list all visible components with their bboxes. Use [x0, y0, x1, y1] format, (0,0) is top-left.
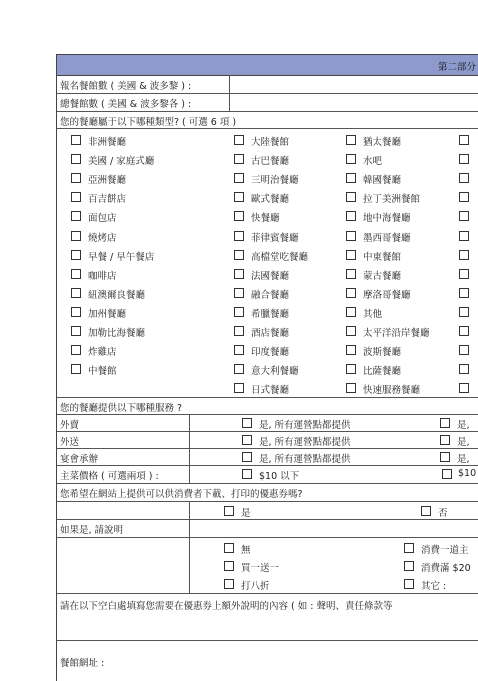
cuisine-checkbox[interactable] — [234, 211, 244, 221]
cuisine-option-label: 法國餐廳 — [251, 270, 290, 282]
price-10-label: $10 — [458, 468, 477, 479]
cuisine-option-label: 亞洲餐廳 — [88, 175, 127, 187]
cuisine-checkbox[interactable] — [71, 269, 81, 279]
coupon-none-checkbox[interactable] — [224, 543, 234, 553]
cuisine-checkbox[interactable] — [346, 269, 356, 279]
cuisine-checkbox[interactable] — [234, 250, 244, 260]
cuisine-checkbox[interactable] — [71, 192, 81, 202]
price-row — [57, 466, 478, 484]
total-count-row — [57, 94, 478, 112]
cuisine-option-label: 古巴餐廳 — [251, 156, 290, 168]
cuisine-option-label: 燒烤店 — [88, 232, 117, 244]
cuisine-option-label: 中東餐館 — [363, 251, 402, 263]
coupon-spend-checkbox[interactable] — [404, 561, 414, 571]
cuisine-option-label: 快速服務餐廳 — [363, 385, 421, 397]
website-block — [57, 641, 478, 681]
cuisine-checkbox[interactable] — [71, 231, 81, 241]
cuisine-option-label: 地中海餐廳 — [363, 213, 411, 225]
cuisine-checkbox[interactable] — [459, 250, 469, 260]
cuisine-option-label: 蒙古餐廳 — [363, 270, 402, 282]
cuisine-option-label: 炸雞店 — [88, 347, 117, 359]
services-question-row — [57, 398, 478, 415]
cuisine-checkbox[interactable] — [459, 307, 469, 317]
cuisine-checkbox[interactable] — [459, 326, 469, 336]
takeout-all-label: 是, 所有運營點都提供 — [259, 420, 351, 431]
price-under10-label: $10 以下 — [259, 471, 300, 482]
cuisine-option-label: 中餐館 — [88, 366, 117, 378]
coupon-explain-label: 如果是, 請說明 — [60, 525, 124, 536]
cuisine-checkbox[interactable] — [234, 364, 244, 374]
coupon-other-label: 其它 : — [421, 581, 447, 592]
cuisine-checkbox[interactable] — [71, 326, 81, 336]
cuisine-checkbox[interactable] — [234, 307, 244, 317]
cuisine-checkbox[interactable] — [459, 154, 469, 164]
cuisine-question: 您的餐廳屬于以下哪種類型? ( 可選 6 項 ) — [60, 117, 237, 128]
cuisine-checkbox[interactable] — [234, 269, 244, 279]
coupon-yes-checkbox[interactable] — [224, 506, 234, 516]
cuisine-checkbox[interactable] — [346, 135, 356, 145]
cuisine-checkbox[interactable] — [71, 250, 81, 260]
cuisine-checkbox[interactable] — [234, 231, 244, 241]
cuisine-option-label: 三明治餐廳 — [251, 175, 299, 187]
cuisine-checkbox[interactable] — [71, 307, 81, 317]
delivery-some-checkbox[interactable] — [440, 435, 450, 445]
takeout-all-checkbox[interactable] — [242, 418, 252, 428]
cuisine-checkbox[interactable] — [459, 192, 469, 202]
cuisine-checkbox[interactable] — [346, 173, 356, 183]
cuisine-checkbox[interactable] — [71, 173, 81, 183]
cuisine-option-label: 拉丁美洲餐館 — [363, 194, 421, 206]
coupon-spend-label: 消費滿 $20 — [421, 563, 471, 574]
total-count-label: 總餐館數 ( 美國 & 波多黎各 ) : — [60, 99, 192, 110]
restaurant-count-field[interactable] — [230, 76, 478, 93]
cuisine-option-label: 日式餐廳 — [251, 385, 290, 397]
price-under10-checkbox[interactable] — [242, 469, 252, 479]
service-label: 外賣 — [60, 420, 80, 431]
cuisine-checkbox[interactable] — [459, 269, 469, 279]
service-row-catering — [57, 449, 478, 466]
cuisine-option-label: 融合餐廳 — [251, 289, 290, 301]
cuisine-checkbox[interactable] — [71, 288, 81, 298]
cuisine-option-label: 意大利餐廳 — [251, 366, 299, 378]
cuisine-option-label: 希臘餐廳 — [251, 308, 290, 320]
divider — [189, 466, 190, 483]
cuisine-checkbox[interactable] — [71, 345, 81, 355]
delivery-all-label: 是, 所有運營點都提供 — [259, 437, 351, 448]
coupon-no-label: 否 — [438, 508, 448, 519]
cuisine-option-label: 非洲餐廳 — [88, 137, 127, 148]
registration-form — [56, 54, 478, 681]
cuisine-checkbox[interactable] — [459, 383, 469, 393]
cuisine-checkbox[interactable] — [346, 288, 356, 298]
cuisine-checkbox[interactable] — [459, 231, 469, 241]
cuisine-checkbox[interactable] — [459, 364, 469, 374]
coupon-20off-label: 打八折 — [241, 581, 270, 592]
coupon-question: 您希望在網站上提供可以供消費者下載、打印的優惠券嗎? — [60, 489, 303, 500]
cuisine-option-label: 咖啡店 — [88, 270, 117, 282]
cuisine-checkbox[interactable] — [234, 383, 244, 393]
cuisine-checkbox[interactable] — [234, 345, 244, 355]
cuisine-checkbox[interactable] — [71, 364, 81, 374]
restaurant-count-label: 報名餐館數 ( 美國 & 波多黎 ) : — [60, 81, 192, 92]
cuisine-option-label: 加勒比海餐廳 — [88, 328, 146, 339]
cuisine-checkbox[interactable] — [234, 154, 244, 164]
cuisine-option-label: 韓國餐廳 — [363, 175, 402, 187]
divider — [189, 432, 190, 448]
cuisine-option-label: 太平洋沿岸餐廳 — [363, 328, 430, 339]
cuisine-option-label: 水吧 — [363, 156, 383, 168]
cuisine-checkbox[interactable] — [346, 231, 356, 241]
cuisine-checkbox[interactable] — [71, 154, 81, 164]
cuisine-checkbox[interactable] — [459, 211, 469, 221]
cuisine-checkbox[interactable] — [346, 192, 356, 202]
coupon-none-label: 無 — [241, 545, 251, 556]
cuisine-checkbox[interactable] — [346, 345, 356, 355]
catering-some-checkbox[interactable] — [440, 452, 450, 462]
cuisine-option-label: 早餐 / 早午餐店 — [88, 251, 155, 263]
total-count-field[interactable] — [230, 94, 478, 111]
cuisine-checkbox[interactable] — [459, 173, 469, 183]
divider — [189, 415, 190, 431]
takeout-some-label: 是, — [457, 420, 470, 431]
cuisine-question-row — [57, 112, 478, 129]
cuisine-checkbox[interactable] — [346, 364, 356, 374]
cuisine-checkbox[interactable] — [346, 211, 356, 221]
catering-all-label: 是, 所有運營點都提供 — [259, 454, 351, 465]
cuisine-checkbox[interactable] — [71, 211, 81, 221]
coupon-main-checkbox[interactable] — [404, 543, 414, 553]
catering-some-label: 是, — [457, 454, 470, 465]
coupon-bogo-checkbox[interactable] — [224, 561, 234, 571]
section-title: 第二部分 — [438, 62, 477, 73]
cuisine-checkbox[interactable] — [459, 135, 469, 145]
takeout-some-checkbox[interactable] — [440, 418, 450, 428]
coupon-question-row — [57, 484, 478, 502]
website-field[interactable] — [117, 649, 478, 671]
cuisine-option-label: 加州餐廳 — [88, 308, 127, 320]
service-row-takeout — [57, 415, 478, 432]
cuisine-option-label: 波斯餐廳 — [363, 347, 402, 359]
coupon-no-checkbox[interactable] — [421, 506, 431, 516]
section-header — [57, 55, 478, 76]
restaurant-count-row — [57, 76, 478, 94]
service-label: 外送 — [60, 437, 80, 448]
cuisine-option-label: 百吉餅店 — [88, 194, 127, 206]
delivery-some-label: 是, — [457, 437, 470, 448]
coupon-main-label: 消費一道主 — [421, 545, 469, 556]
cuisine-option-label: 酒店餐廳 — [251, 328, 290, 339]
coupon-other-checkbox[interactable] — [404, 579, 414, 589]
cuisine-option-label: 墨西哥餐廳 — [363, 232, 411, 244]
price-10-checkbox[interactable] — [442, 469, 452, 479]
cuisine-checkbox[interactable] — [71, 135, 81, 145]
cuisine-checkbox[interactable] — [346, 383, 356, 393]
service-row-delivery — [57, 432, 478, 449]
coupon-20off-checkbox[interactable] — [224, 579, 234, 589]
cuisine-option-label: 歐式餐廳 — [251, 194, 290, 206]
cuisine-grid — [57, 129, 478, 398]
cuisine-checkbox[interactable] — [234, 192, 244, 202]
coupon-bogo-label: 買一送一 — [241, 563, 280, 574]
cuisine-option-label: 猶太餐廳 — [363, 137, 402, 148]
notes-instruction: 請在以下空白處填寫您需要在優惠券上額外說明的內容 ( 如 : 聲明、責任條款等 — [60, 601, 393, 612]
coupon-explain-row — [57, 520, 478, 538]
coupon-options-block — [57, 538, 478, 594]
website-label: 餐館網址 : — [60, 658, 105, 669]
cuisine-option-label: 摩洛哥餐廳 — [363, 289, 411, 301]
divider — [189, 449, 190, 465]
notes-block — [57, 594, 478, 641]
cuisine-checkbox[interactable] — [346, 250, 356, 260]
cuisine-option-label: 其他 — [363, 308, 383, 320]
cuisine-checkbox[interactable] — [346, 326, 356, 336]
cuisine-checkbox[interactable] — [346, 307, 356, 317]
cuisine-option-label: 紐澳爾良餐廳 — [88, 289, 146, 301]
cuisine-option-label: 菲律賓餐廳 — [251, 232, 299, 244]
cuisine-checkbox[interactable] — [234, 173, 244, 183]
cuisine-option-label: 比薩餐廳 — [363, 366, 402, 378]
price-label: 主菜價格 ( 可選兩項 ) : — [60, 471, 159, 482]
cuisine-option-label: 快餐廳 — [251, 213, 280, 225]
catering-all-checkbox[interactable] — [242, 452, 252, 462]
coupon-yes-no-row — [57, 502, 478, 520]
cuisine-option-label: 大陸餐館 — [251, 137, 290, 148]
cuisine-checkbox[interactable] — [234, 326, 244, 336]
divider — [189, 502, 190, 519]
cuisine-checkbox[interactable] — [346, 154, 356, 164]
cuisine-checkbox[interactable] — [459, 345, 469, 355]
coupon-yes-label: 是 — [241, 508, 251, 519]
cuisine-option-label: 印度餐廳 — [251, 347, 290, 359]
cuisine-checkbox[interactable] — [234, 135, 244, 145]
services-question: 您的餐廳提供以下哪種服務 ? — [60, 403, 183, 414]
divider — [189, 538, 190, 593]
cuisine-checkbox[interactable] — [234, 288, 244, 298]
service-label: 宴會承辦 — [60, 454, 99, 465]
cuisine-option-label: 高檔堂吃餐廳 — [251, 251, 309, 263]
cuisine-option-label: 面包店 — [88, 213, 117, 225]
delivery-all-checkbox[interactable] — [242, 435, 252, 445]
divider — [189, 520, 190, 537]
cuisine-option-label: 美國 / 家庭式廳 — [88, 156, 155, 168]
cuisine-checkbox[interactable] — [459, 288, 469, 298]
